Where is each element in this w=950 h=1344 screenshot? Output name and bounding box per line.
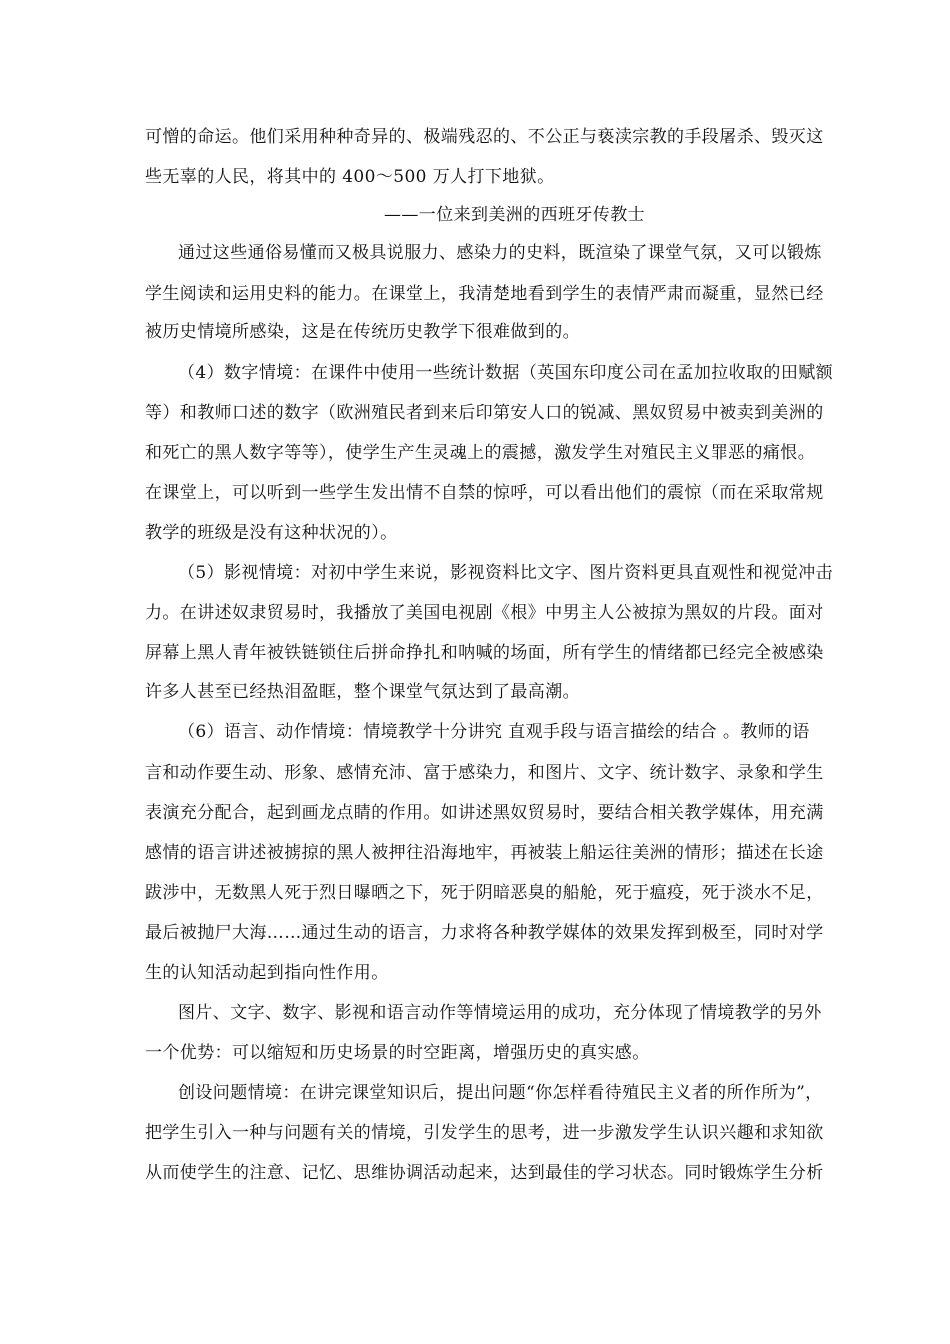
paragraph-line: （4）数字情境：在课件中使用一些统计数据（英国东印度公司在孟加拉收取的田赋额 bbox=[178, 363, 834, 383]
text-line: 跋涉中，无数黑人死于烈日曝晒之下，死于阴暗恶臭的船舱，死于瘟疫，死于淡水不足， bbox=[145, 883, 824, 903]
paragraph-line: 通过这些通俗易懂而又极具说服力、感染力的史料，既渲染了课堂气氛，又可以锻炼 bbox=[178, 243, 822, 263]
text-line: 些无辜的人民，将其中的 400～500 万人打下地狱。 bbox=[145, 167, 555, 187]
text-line: 屏幕上黑人青年被铁链锁住后拼命挣扎和呐喊的场面，所有学生的情绪都已经完全被感染 bbox=[145, 643, 824, 663]
text-line: 表演充分配合，起到画龙点睛的作用。如讲述黑奴贸易时，要结合相关教学媒体，用充满 bbox=[145, 803, 824, 823]
paragraph-line: 创设问题情境：在讲完课堂知识后，提出问题“你怎样看待殖民主义者的所作所为”， bbox=[178, 1083, 823, 1103]
text-line: 许多人甚至已经热泪盈眶，整个课堂气氛达到了最高潮。 bbox=[145, 682, 580, 702]
text-line: 感情的语言讲述被掳掠的黑人被押往沿海地牢，再被装上船运往美洲的情形；描述在长途 bbox=[145, 843, 824, 863]
text-line: 和死亡的黑人数字等等），使学生产生灵魂上的震撼，激发学生对殖民主义罪恶的痛恨。 bbox=[145, 443, 816, 463]
text-line: 把学生引入一种与问题有关的情境，引发学生的思考，进一步激发学生认识兴趣和求知欲 bbox=[145, 1123, 824, 1143]
text-line: 可憎的命运。他们采用种种奇异的、极端残忍的、不公正与亵渎宗教的手段屠杀、毁灭这 bbox=[145, 127, 824, 147]
text-line: 教学的班级是没有这种状况的）。 bbox=[145, 523, 398, 543]
text-line: 最后被抛尸大海……通过生动的语言，力求将各种教学媒体的效果发挥到极至，同时对学 bbox=[145, 923, 824, 943]
text-line: 从而使学生的注意、记忆、思维协调活动起来，达到最佳的学习状态。同时锻炼学生分析 bbox=[145, 1163, 824, 1183]
text-line: 言和动作要生动、形象、感情充沛、富于感染力，和图片、文字、统计数字、录象和学生 bbox=[145, 763, 824, 783]
paragraph-line: 图片、文字、数字、影视和语言动作等情境运用的成功，充分体现了情境教学的另外 bbox=[178, 1003, 822, 1023]
text-line: 一个优势：可以缩短和历史场景的时空距离，增强历史的真实感。 bbox=[145, 1043, 650, 1063]
paragraph-line: （6）语言、动作情境：情境教学十分讲究 直观手段与语言描绘的结合 。教师的语 bbox=[178, 722, 810, 742]
text-line: 力。在讲述奴隶贸易时，我播放了美国电视剧《根》中男主人公被掠为黑奴的片段。面对 bbox=[145, 603, 824, 623]
text-line: 生的认知活动起到指向性作用。 bbox=[145, 963, 389, 983]
quote-attribution: ——一位来到美洲的西班牙传教士 bbox=[384, 205, 645, 225]
text-line: 等）和教师口述的数字（欧洲殖民者到来后印第安人口的锐减、黑奴贸易中被卖到美洲的 bbox=[145, 403, 824, 423]
paragraph-line: （5）影视情境：对初中学生来说，影视资料比文字、图片资料更具直观性和视觉冲击 bbox=[178, 563, 834, 583]
text-line: 被历史情境所感染，这是在传统历史教学下很难做到的。 bbox=[145, 322, 580, 342]
text-line: 在课堂上，可以听到一些学生发出情不自禁的惊呼，可以看出他们的震惊（而在采取常规 bbox=[145, 483, 824, 503]
text-line: 学生阅读和运用史料的能力。在课堂上，我清楚地看到学生的表情严肃而凝重，显然已经 bbox=[145, 284, 824, 304]
